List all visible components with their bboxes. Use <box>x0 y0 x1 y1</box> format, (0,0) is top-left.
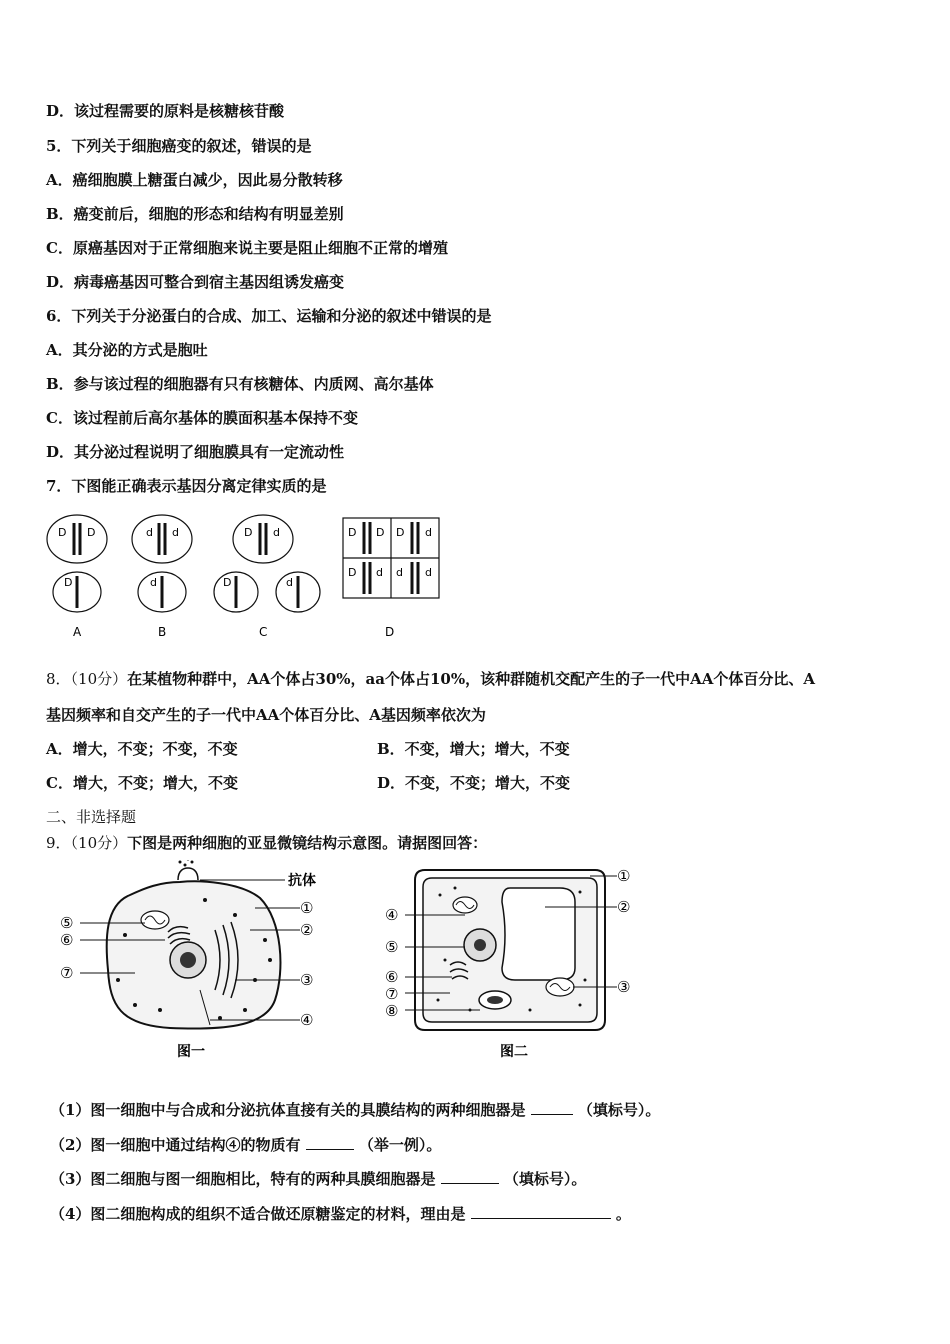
q8-stem-line1 <box>46 669 815 689</box>
fig1-marker-4: ④ <box>300 1011 314 1029</box>
q7-stem: 7．下图能正确表示基因分离定律实质的是 <box>46 477 327 495</box>
allele-label: d <box>396 566 403 579</box>
q7-label-b: B <box>158 625 167 639</box>
answer-blank[interactable] <box>306 1133 354 1150</box>
allele-label: D <box>64 576 73 589</box>
allele-label: d <box>425 566 432 579</box>
q7-option-b-diagram <box>132 515 192 612</box>
q5-option-b: B．癌变前后，细胞的形态和结构有明显差别 <box>46 205 344 223</box>
subquestion-text: （2）图一细胞中通过结构④的物质有 <box>50 1136 301 1154</box>
allele-label: D <box>348 566 357 579</box>
q8-option-b: B．不变，增大；增大，不变 <box>377 740 570 758</box>
fig2-caption: 图二 <box>500 1044 528 1060</box>
subquestion-text: （4）图二细胞构成的组织不适合做还原糖鉴定的材料，理由是 <box>50 1205 466 1223</box>
q5-option-d: D．病毒癌基因可整合到宿主基因组诱发癌变 <box>46 273 345 291</box>
allele-label: d <box>376 566 383 579</box>
allele-label: d <box>150 576 157 589</box>
q8-stem-text: 在某植物种群中，AA个体占30%，aa个体占10%，该种群随机交配产生的子一代中AA个体百分比、A <box>127 670 816 688</box>
fig2-marker-1: ① <box>617 867 631 885</box>
q8-number: 8．（10分） <box>46 670 128 688</box>
allele-label: D <box>244 526 253 539</box>
fig2-marker-8: ⑧ <box>385 1002 399 1020</box>
q5-option-a: A．癌细胞膜上糖蛋白减少，因此易分散转移 <box>46 171 343 189</box>
fig1-marker-1: ① <box>300 899 314 917</box>
allele-label: D <box>396 526 405 539</box>
q9-figure-one <box>60 860 330 1065</box>
answer-blank[interactable] <box>471 1202 611 1219</box>
q6-option-b: B．参与该过程的细胞器有只有核糖体、内质网、高尔基体 <box>46 375 434 393</box>
q6-option-a: A．其分泌的方式是胞吐 <box>46 341 208 359</box>
q9-stem-line <box>46 833 487 853</box>
fig1-marker-5: ⑤ <box>60 914 74 932</box>
q7-figure <box>40 510 460 645</box>
q7-option-a-diagram <box>47 515 107 612</box>
fig2-marker-4: ④ <box>385 906 399 924</box>
q6-option-c: C．该过程前后高尔基体的膜面积基本保持不变 <box>46 409 358 427</box>
allele-label: d <box>273 526 280 539</box>
allele-label: d <box>146 526 153 539</box>
q9-subquestion-3 <box>50 1167 586 1189</box>
answer-blank[interactable] <box>441 1167 499 1184</box>
q8-option-d: D．不变，不变；增大，不变 <box>377 774 571 792</box>
q7-label-a: A <box>73 625 82 639</box>
q5-option-c: C．原癌基因对于正常细胞来说主要是阻止细胞不正常的增殖 <box>46 239 448 257</box>
q9-subquestion-4 <box>50 1202 631 1224</box>
q8-option-a: A．增大，不变；不变，不变 <box>46 740 238 758</box>
allele-label: D <box>58 526 67 539</box>
allele-label: D <box>376 526 385 539</box>
subquestion-suffix: （填标号）。 <box>503 1170 587 1188</box>
q7-label-c: C <box>259 625 268 639</box>
q8-stem-line2: 基因频率和自交产生的子一代中AA个体百分比、A基因频率依次为 <box>46 706 486 724</box>
q6-stem: 6．下列关于分泌蛋白的合成、加工、运输和分泌的叙述中错误的是 <box>46 307 492 325</box>
q7-option-d-diagram <box>343 518 439 598</box>
fig1-marker-6: ⑥ <box>60 931 74 949</box>
subquestion-suffix: （举一例）。 <box>358 1136 442 1154</box>
q7-option-c-diagram <box>214 515 320 612</box>
fig2-marker-6: ⑥ <box>385 968 399 986</box>
subquestion-suffix: 。 <box>615 1205 631 1223</box>
q5-stem: 5．下列关于细胞癌变的叙述，错误的是 <box>46 137 312 155</box>
q8-option-c: C．增大，不变；增大，不变 <box>46 774 238 792</box>
q9-subquestion-1 <box>50 1098 660 1120</box>
subquestion-text: （3）图二细胞与图一细胞相比，特有的两种具膜细胞器是 <box>50 1170 436 1188</box>
q4-option-d: D．该过程需要的原料是核糖核苷酸 <box>46 102 285 120</box>
q9-number: 9．（10分） <box>46 834 128 852</box>
q6-option-d: D．其分泌过程说明了细胞膜具有一定流动性 <box>46 443 345 461</box>
fig2-marker-2: ② <box>617 898 631 916</box>
allele-label: d <box>286 576 293 589</box>
subquestion-text: （1）图一细胞中与合成和分泌抗体直接有关的具膜结构的两种细胞器是 <box>50 1101 526 1119</box>
q9-subquestion-2 <box>50 1133 441 1155</box>
allele-label: d <box>172 526 179 539</box>
fig1-marker-2: ② <box>300 921 314 939</box>
q9-stem-text: 下图是两种细胞的亚显微镜结构示意图。请据图回答： <box>127 834 488 852</box>
q7-label-d: D <box>385 625 395 639</box>
allele-label: D <box>348 526 357 539</box>
fig1-marker-3: ③ <box>300 971 314 989</box>
answer-blank[interactable] <box>531 1098 573 1115</box>
fig2-marker-7: ⑦ <box>385 985 399 1003</box>
allele-label: D <box>87 526 96 539</box>
fig1-caption: 图一 <box>177 1044 205 1060</box>
fig2-marker-3: ③ <box>617 978 631 996</box>
q9-figure-two <box>380 860 650 1065</box>
allele-label: D <box>223 576 232 589</box>
allele-label: d <box>425 526 432 539</box>
subquestion-suffix: （填标号）。 <box>577 1101 661 1119</box>
fig2-marker-5: ⑤ <box>385 938 399 956</box>
section-heading: 二、非选择题 <box>46 808 137 826</box>
antibody-label: 抗体 <box>288 873 316 889</box>
fig1-marker-7: ⑦ <box>60 964 74 982</box>
